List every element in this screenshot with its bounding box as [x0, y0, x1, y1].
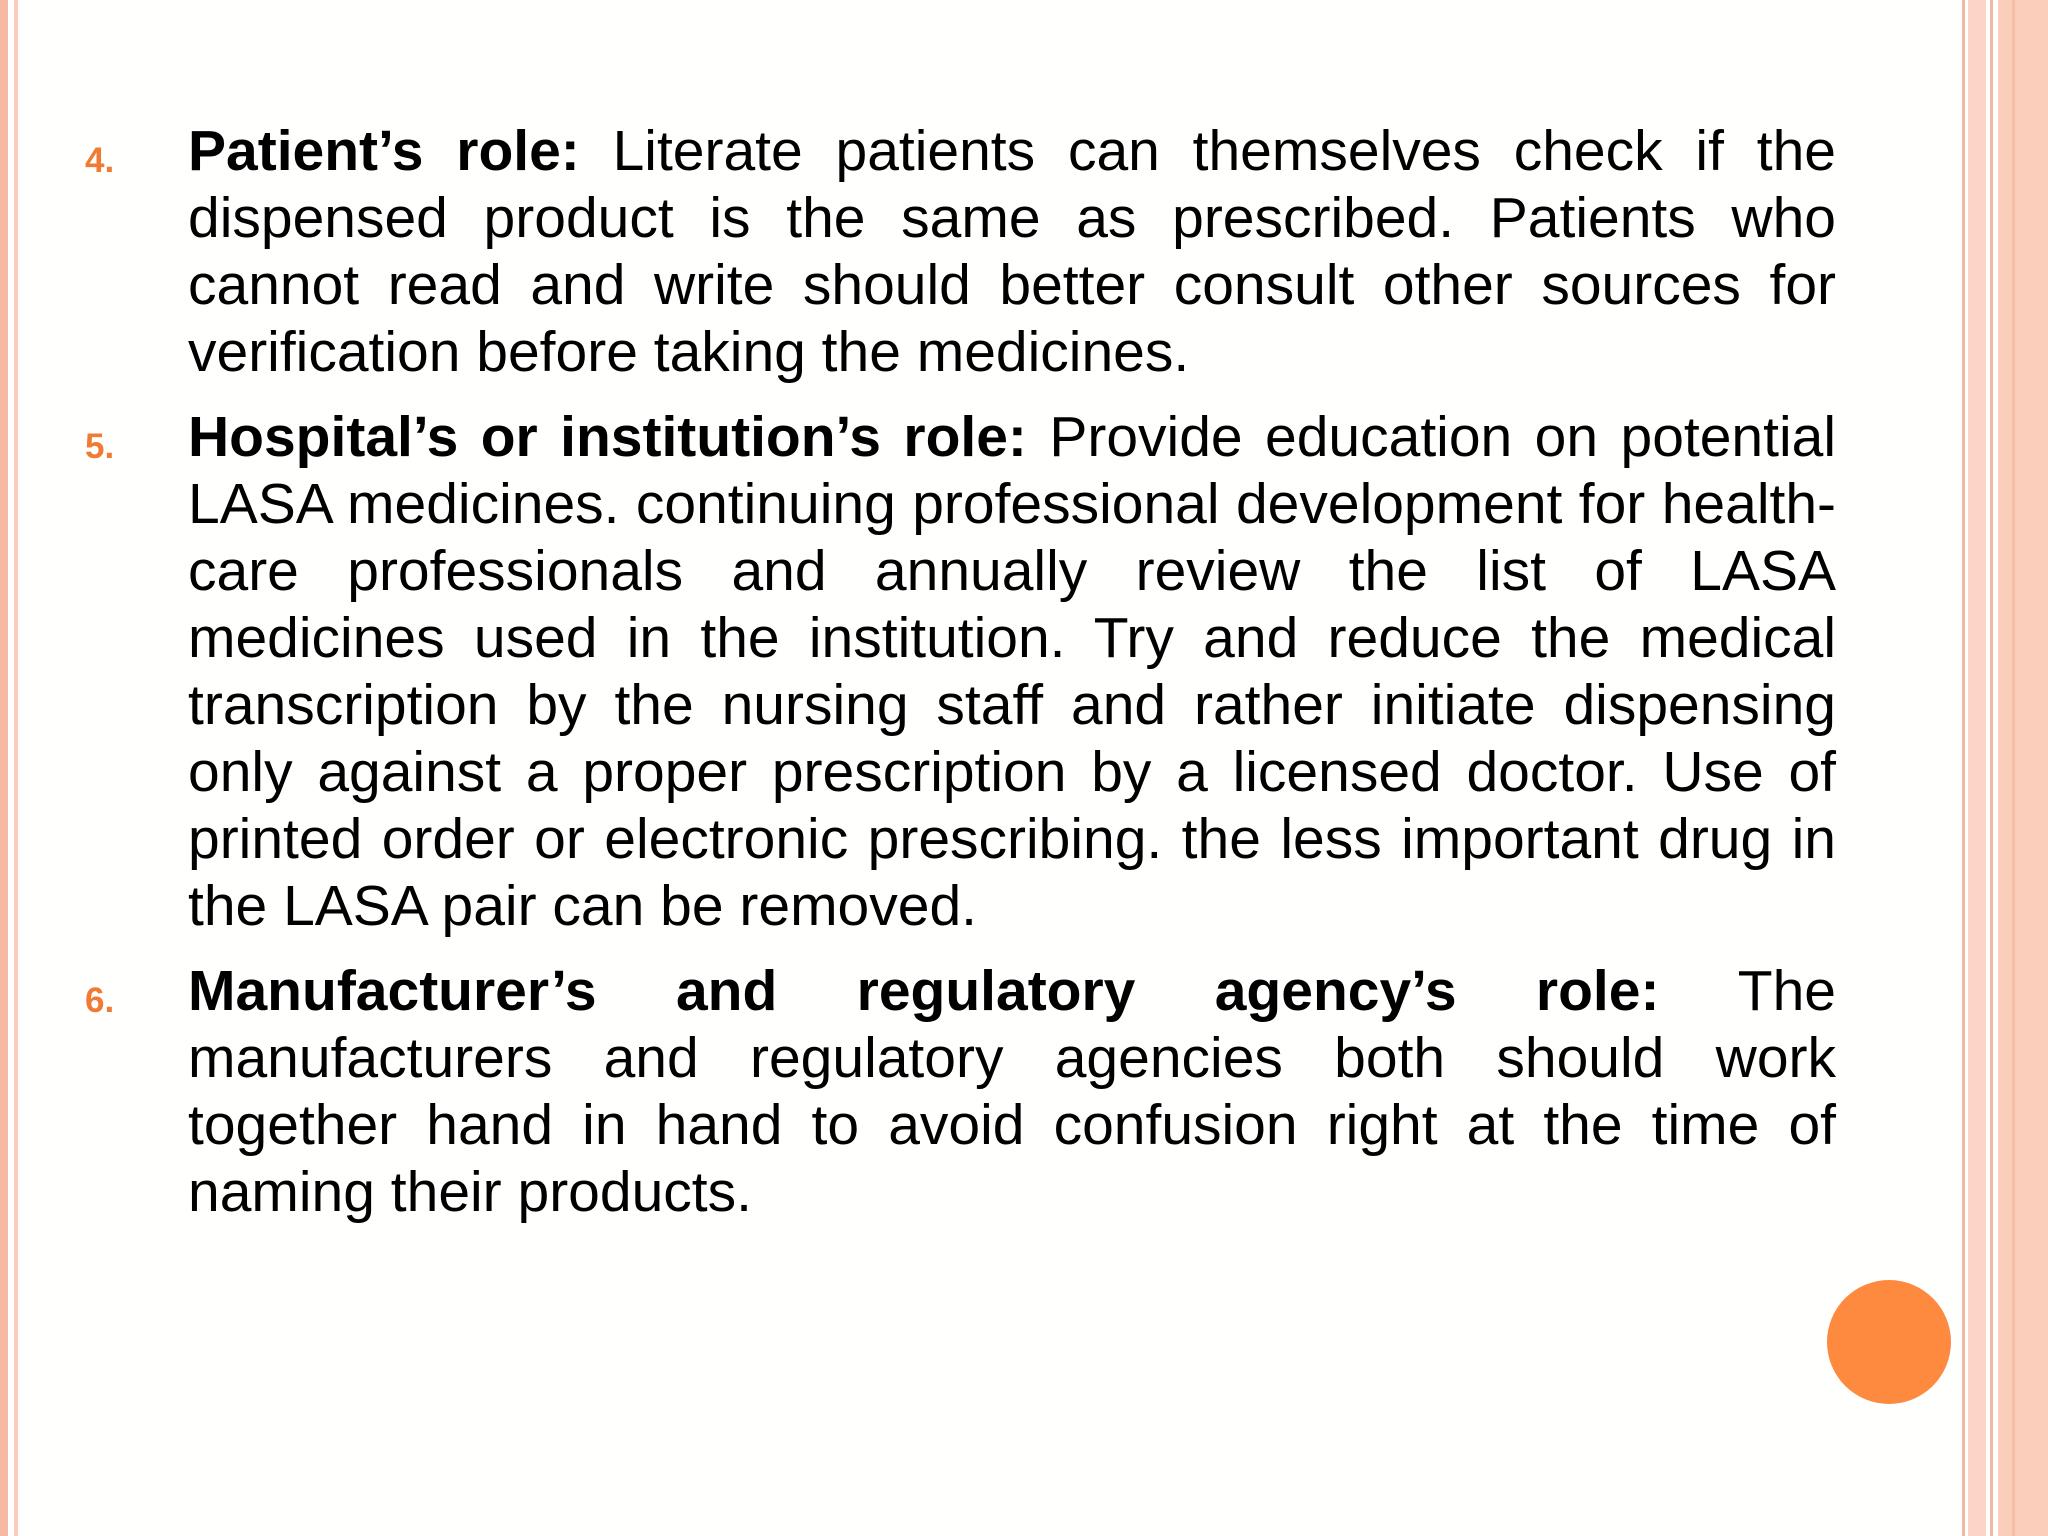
list-item-hospital-role: [80, 404, 1836, 940]
list-item-number: 6.: [85, 981, 115, 1020]
list-item-heading: Hospital’s or institution’s role:: [188, 405, 1027, 469]
right-border-band: [1968, 0, 1986, 1536]
list-item-manufacturer-role: [80, 958, 1836, 1226]
list-item-text: Literate patients can themselves check if the dispensed product is the same as prescribed. Patients who cannot read and write should better consult other sources for verification before taking the medicines.: [188, 119, 1836, 384]
list-item-text: The manufacturers and regulatory agencies both should work together hand in hand to avoid confusion right at the time of naming their products.: [188, 959, 1836, 1224]
orange-circle-decoration: [1827, 1280, 1951, 1404]
right-border-line: [1962, 0, 1965, 1536]
right-border-band-outer: [1998, 0, 2048, 1536]
left-border-stripe-inner: [14, 0, 18, 1536]
right-border-line-outer: [2012, 0, 2015, 1536]
list-item-heading: Manufacturer’s and regulatory agency’s role:: [188, 959, 1660, 1023]
list-item-heading: Patient’s role:: [188, 119, 580, 183]
right-border-line-middle: [1990, 0, 1993, 1536]
list-item-text: Provide education on potential LASA medicines. continuing professional development for health-care professionals and annually review the list of LASA medicines used in the institution. Try and reduce the medical transcription by the nursing staff and rather initiate dispensing only against a proper prescription by a licensed doctor. Use of printed order or electronic prescribing. the less important drug in the LASA pair can be removed.: [188, 405, 1836, 938]
left-border-stripe: [0, 0, 8, 1536]
list-item-number: 4.: [85, 141, 115, 180]
numbered-list: [80, 118, 1836, 1244]
list-item-patient-role: [80, 118, 1836, 386]
list-item-number: 5.: [85, 427, 115, 466]
